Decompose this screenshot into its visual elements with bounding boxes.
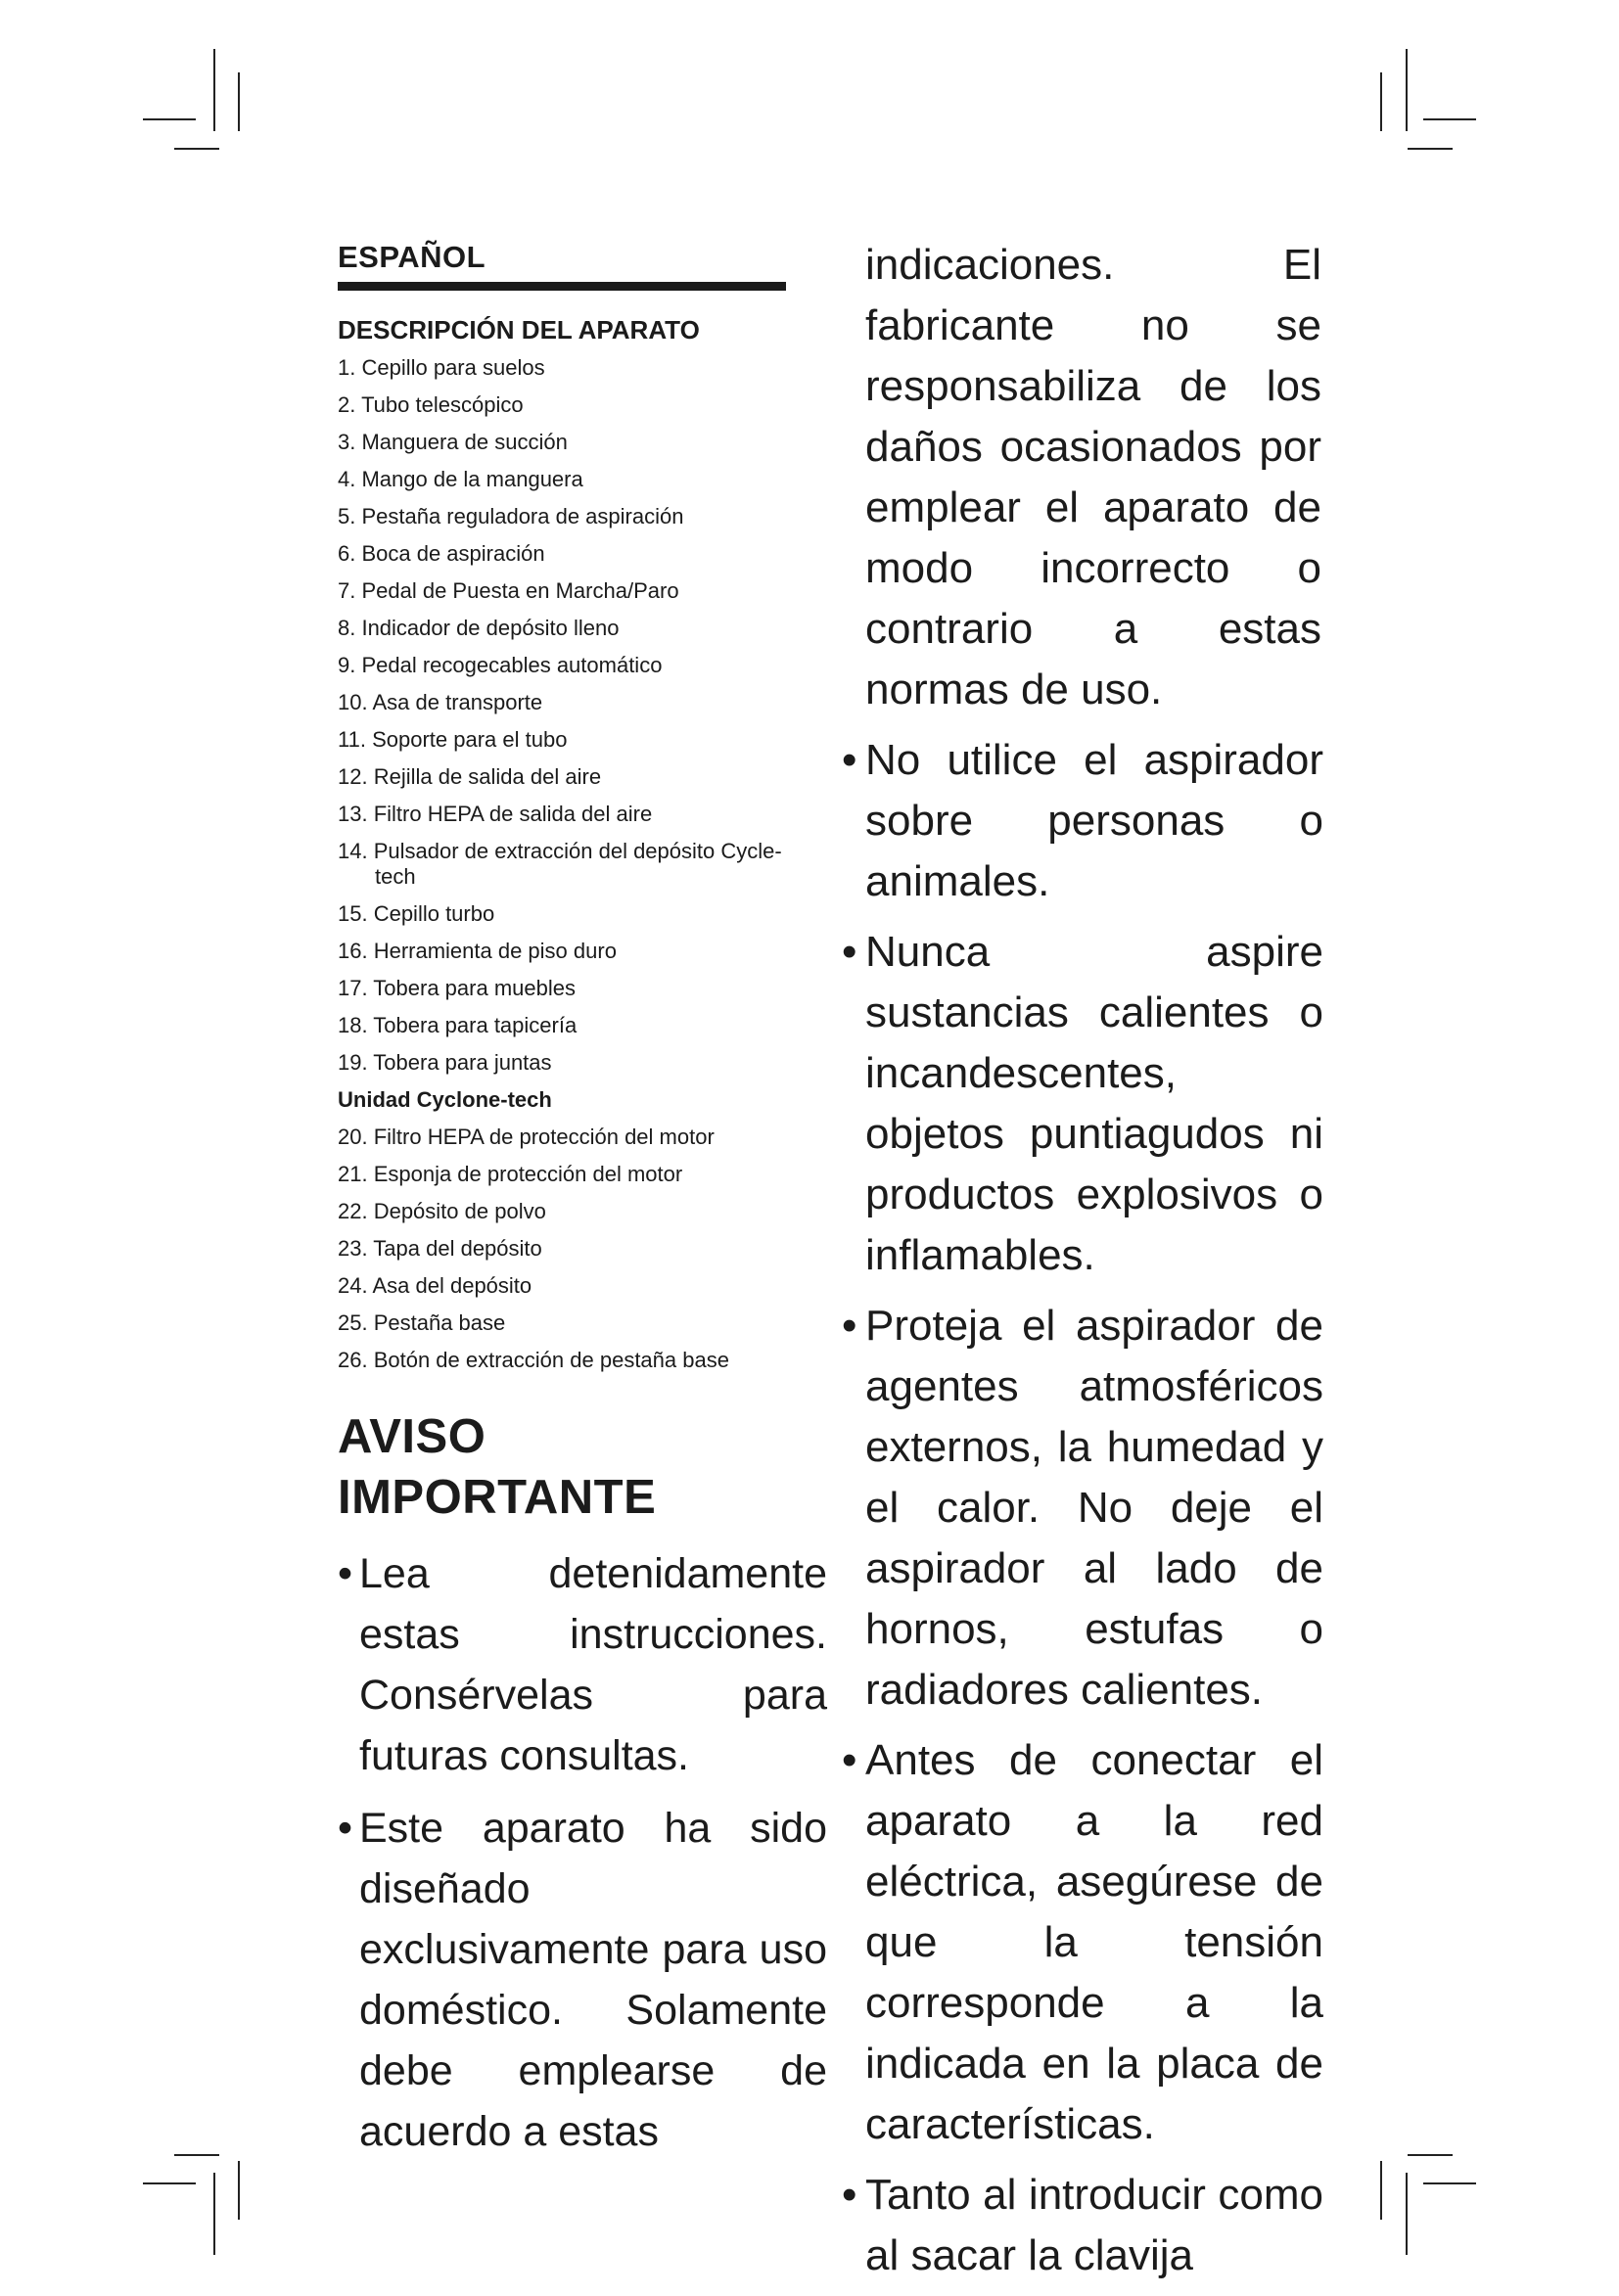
bullet-icon: • xyxy=(842,1302,857,1350)
continuation-text: indicaciones. El fabricante no se responsabiliza de los daños ocasionados por emplear el aparato de modo incorrecto o contrario a estas normas de uso. xyxy=(865,241,1321,713)
list-item: 23. Tapa del depósito xyxy=(338,1236,542,1261)
unit-parts-list xyxy=(338,1125,788,1373)
bullet-icon: • xyxy=(338,1805,353,1852)
bullet-text: Lea detenidamente estas instrucciones. Consérvelas para futuras consultas. xyxy=(359,1550,827,1779)
list-item: 2. Tubo telescópico xyxy=(338,392,524,417)
heading-rule xyxy=(338,282,786,291)
list-item: 11. Soporte para el tubo xyxy=(338,727,568,752)
list-item: 21. Esponja de protección del motor xyxy=(338,1162,683,1186)
description-heading: DESCRIPCIÓN DEL APARATO xyxy=(338,315,700,344)
list-item: 13. Filtro HEPA de salida del aire xyxy=(338,802,653,826)
list-item: 16. Herramienta de piso duro xyxy=(338,939,617,963)
list-item: 22. Depósito de polvo xyxy=(338,1199,546,1223)
list-item: 17. Tobera para muebles xyxy=(338,976,576,1000)
list-item: 4. Mango de la manguera xyxy=(338,467,583,491)
list-item: 8. Indicador de depósito lleno xyxy=(338,616,620,640)
warning-bullet xyxy=(842,1730,1323,2155)
bullet-icon: • xyxy=(842,736,857,784)
list-item: 9. Pedal recogecables automático xyxy=(338,653,663,677)
bullet-icon: • xyxy=(338,1550,353,1597)
list-item: 12. Rejilla de salida del aire xyxy=(338,764,602,789)
list-item: 24. Asa del depósito xyxy=(338,1273,532,1298)
language-heading: ESPAÑOL xyxy=(338,240,486,274)
bullet-text: Antes de conectar el aparato a la red eléctrica, asegúrese de que la tensión corresponde a la indicada en la placa de características. xyxy=(865,1736,1323,2148)
bullet-text: Este aparato ha sido diseñado exclusivamente para uso doméstico. Solamente debe emplearse de acuerdo a estas xyxy=(359,1805,827,2155)
list-item: 15. Cepillo turbo xyxy=(338,901,495,926)
unit-heading: Unidad Cyclone-tech xyxy=(338,1087,552,1112)
left-column xyxy=(338,239,827,2174)
list-item: 7. Pedal de Puesta en Marcha/Paro xyxy=(338,578,679,603)
list-item: 19. Tobera para juntas xyxy=(338,1050,552,1075)
bullet-text: Nunca aspire sustancias calientes o incandescentes, objetos puntiagudos ni productos explosivos o inflamables. xyxy=(865,928,1323,1279)
warning-bullet xyxy=(338,1543,827,1786)
bullet-text: No utilice el aspirador sobre personas o animales. xyxy=(865,736,1323,905)
list-item: 3. Manguera de succión xyxy=(338,430,568,454)
list-item: 20. Filtro HEPA de protección del motor xyxy=(338,1125,715,1149)
warning-bullet xyxy=(338,1798,827,2162)
list-item: 14. Pulsador de extracción del depósito Cycle-tech xyxy=(338,839,782,889)
list-item: 1. Cepillo para suelos xyxy=(338,355,545,380)
list-item: 10. Asa de transporte xyxy=(338,690,543,714)
bullet-text: Tanto al introducir como al sacar la clavija xyxy=(865,2171,1323,2279)
bullet-icon: • xyxy=(842,1736,857,1784)
right-column xyxy=(842,235,1353,2296)
bullet-icon: • xyxy=(842,2171,857,2219)
list-item: 18. Tobera para tapicería xyxy=(338,1013,578,1037)
bullet-icon: • xyxy=(842,928,857,976)
parts-list xyxy=(338,355,788,1076)
warning-bullet xyxy=(842,1296,1323,1721)
warning-heading: AVISO IMPORTANTE xyxy=(338,1410,657,1524)
list-item: 25. Pestaña base xyxy=(338,1310,506,1335)
warning-bullet xyxy=(842,922,1323,1286)
warning-bullet xyxy=(842,730,1323,912)
list-item: 5. Pestaña reguladora de aspiración xyxy=(338,504,684,528)
list-item: 26. Botón de extracción de pestaña base xyxy=(338,1348,729,1372)
warning-bullet xyxy=(842,2165,1323,2286)
list-item: 6. Boca de aspiración xyxy=(338,541,545,566)
bullet-text: Proteja el aspirador de agentes atmosféricos externos, la humedad y el calor. No deje el aspirador al lado de hornos, estufas o radiadores calientes. xyxy=(865,1302,1323,1714)
